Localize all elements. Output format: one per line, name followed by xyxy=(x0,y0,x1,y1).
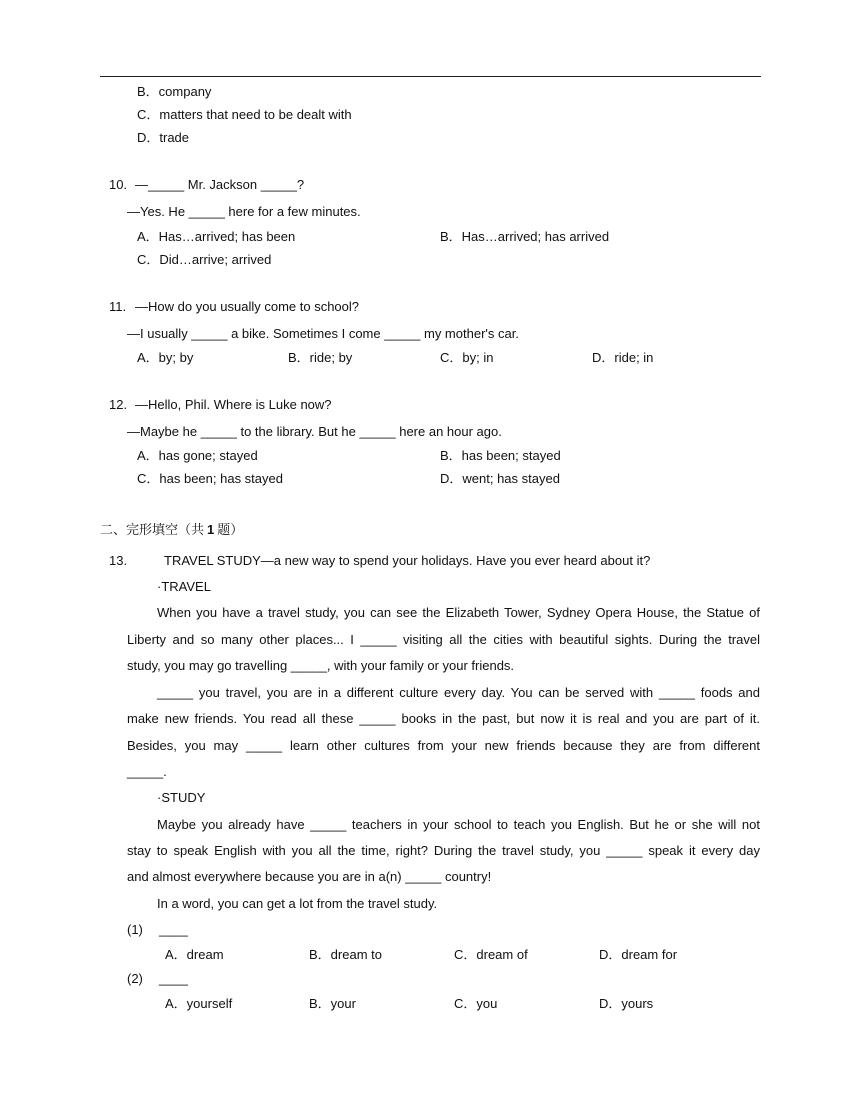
subquestion-number: (2) xyxy=(127,971,143,986)
header-rule xyxy=(100,76,761,77)
question-stem: —_____ Mr. Jackson _____? xyxy=(135,177,305,192)
section-heading-prefix: 二、完形填空（共 xyxy=(100,522,205,537)
section-heading xyxy=(100,522,243,538)
option-c: C．has been; has stayed xyxy=(137,471,283,486)
passage-line: and almost everywhere because you are in a(n) _____ country! xyxy=(127,869,492,884)
passage-line: _____ you travel, you are in a different culture every day. You can be served with _____ foods and xyxy=(157,685,760,700)
option-a: A．yourself xyxy=(165,996,233,1011)
option-d: D．went; has stayed xyxy=(440,471,560,486)
option-a: A．Has…arrived; has been xyxy=(137,229,296,244)
option-b: B．has been; stayed xyxy=(440,448,561,463)
question-number: 12. xyxy=(109,397,128,412)
option-d: D．dream for xyxy=(599,947,678,962)
question-number: 11. xyxy=(109,299,127,314)
question-reply: —Yes. He _____ here for a few minutes. xyxy=(127,204,361,219)
subquestion-number: (1) xyxy=(127,922,143,937)
subheading-travel: ·TRAVEL xyxy=(157,579,211,594)
subquestion-blank: ____ xyxy=(159,971,188,986)
option-c: C．dream of xyxy=(454,947,528,962)
option-b: B．ride; by xyxy=(288,350,353,365)
question-stem: —Hello, Phil. Where is Luke now? xyxy=(135,397,332,412)
passage-line: Maybe you already have _____ teachers in your school to teach you English. But he or she will not xyxy=(157,817,760,832)
subquestion-blank: ____ xyxy=(159,922,188,937)
option-a: A．has gone; stayed xyxy=(137,448,258,463)
passage-title: TRAVEL STUDY—a new way to spend your holidays. Have you ever heard about it? xyxy=(164,553,651,568)
option-c: C．you xyxy=(454,996,498,1011)
subheading-study: ·STUDY xyxy=(157,790,206,805)
passage-line: Besides, you may _____ learn other cultures from your new friends because they are from different xyxy=(127,738,760,753)
option-b: B．dream to xyxy=(309,947,382,962)
question-reply: —I usually _____ a bike. Sometimes I come _____ my mother's car. xyxy=(127,326,519,341)
question-number: 10. xyxy=(109,177,128,192)
passage-line: In a word, you can get a lot from the travel study. xyxy=(157,896,438,911)
option-b: B．company xyxy=(137,84,212,99)
option-d: D．ride; in xyxy=(592,350,654,365)
option-c: C．matters that need to be dealt with xyxy=(137,107,352,122)
option-a: A．by; by xyxy=(137,350,194,365)
section-heading-count: 1 xyxy=(207,522,215,537)
option-d: D．yours xyxy=(599,996,654,1011)
passage-line: _____. xyxy=(127,764,167,779)
section-heading-suffix: 题） xyxy=(217,522,244,537)
option-c: C．by; in xyxy=(440,350,494,365)
passage-line: stay to speak English with you all the time, right? During the travel study, you _____ speak it every day xyxy=(127,843,760,858)
passage-line: Liberty and so many other places... I _____ visiting all the cities with beautiful sights. During the travel xyxy=(127,632,760,647)
passage-line: study, you may go travelling _____, with your family or your friends. xyxy=(127,658,515,673)
option-a: A．dream xyxy=(165,947,224,962)
option-b: B．your xyxy=(309,996,356,1011)
question-reply: —Maybe he _____ to the library. But he _____ here an hour ago. xyxy=(127,424,502,439)
passage-line: make new friends. You read all these _____ books in the past, but now it is real and you are part of it. xyxy=(127,711,760,726)
option-c: C．Did…arrive; arrived xyxy=(137,252,272,267)
question-number: 13. xyxy=(109,553,128,568)
option-b: B．Has…arrived; has arrived xyxy=(440,229,610,244)
option-d: D．trade xyxy=(137,130,190,145)
passage-line: When you have a travel study, you can see the Elizabeth Tower, Sydney Opera House, the Statue of xyxy=(157,605,760,620)
question-stem: —How do you usually come to school? xyxy=(135,299,360,314)
